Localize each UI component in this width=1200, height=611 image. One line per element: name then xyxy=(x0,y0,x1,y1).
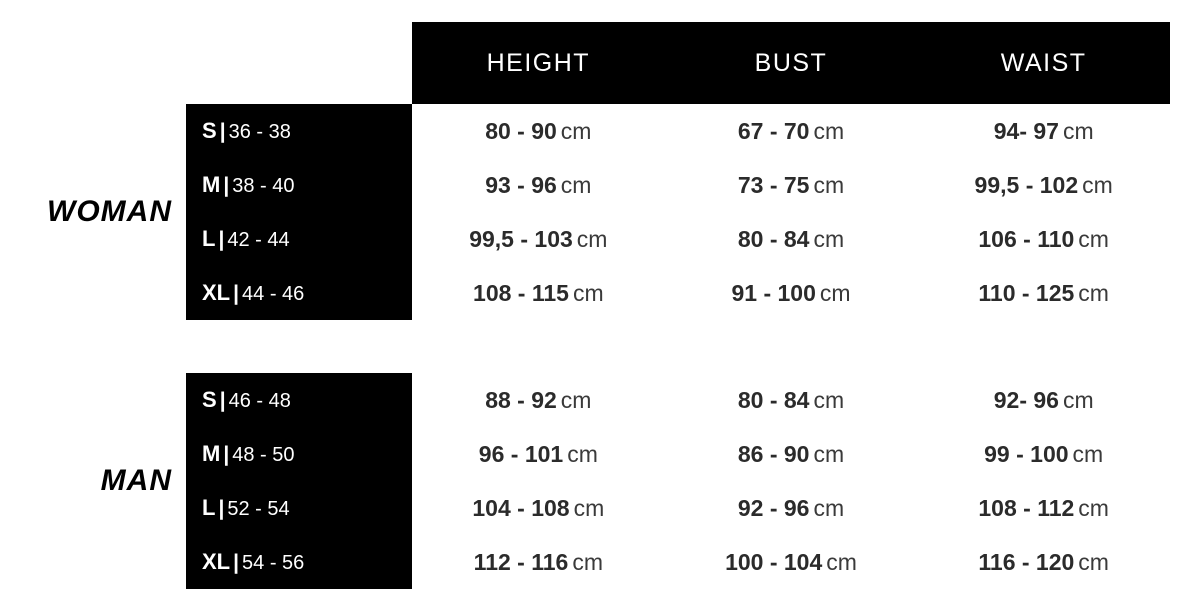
cell-height xyxy=(412,441,665,468)
waist-value: 116 - 120 xyxy=(978,548,1075,575)
size-label: L xyxy=(202,495,216,520)
waist-unit: cm xyxy=(1072,440,1104,467)
cell-waist xyxy=(917,387,1170,414)
size-eu: 54 - 56 xyxy=(242,552,305,574)
height-unit: cm xyxy=(572,548,603,575)
size-eu: 44 - 46 xyxy=(242,283,305,305)
bust-value: 92 - 96 xyxy=(737,494,810,521)
cell-height xyxy=(412,118,665,145)
size-label: S xyxy=(202,387,217,412)
cell-bust xyxy=(665,172,918,199)
cell-height xyxy=(412,387,665,414)
waist-value: 99,5 - 102 xyxy=(974,171,1079,198)
size-eu: 46 - 48 xyxy=(228,390,291,412)
cell-size xyxy=(186,441,412,467)
column-header-bust: BUST xyxy=(754,48,828,77)
waist-value: 94- 97 xyxy=(993,117,1059,144)
cell-bust xyxy=(665,549,918,576)
size-eu: 48 - 50 xyxy=(232,444,295,466)
cell-size xyxy=(186,495,412,521)
cell-size xyxy=(186,549,412,575)
cell-bust xyxy=(665,495,918,522)
size-label: M xyxy=(202,441,221,466)
cell-size xyxy=(186,280,412,306)
size-label: L xyxy=(202,226,216,251)
cell-height xyxy=(412,495,665,522)
table-row xyxy=(186,481,1170,535)
height-value: 80 - 90 xyxy=(485,117,557,144)
cell-waist xyxy=(917,441,1170,468)
waist-unit: cm xyxy=(1062,117,1094,144)
height-unit: cm xyxy=(560,171,592,198)
size-eu: 38 - 40 xyxy=(232,175,295,197)
bust-value: 100 - 104 xyxy=(725,548,823,575)
size-separator: | xyxy=(219,389,226,412)
size-separator: | xyxy=(223,443,230,466)
waist-value: 110 - 125 xyxy=(978,279,1075,306)
column-header-waist: WAIST xyxy=(1000,48,1087,77)
size-separator: | xyxy=(218,497,225,520)
cell-height xyxy=(412,549,665,576)
waist-unit: cm xyxy=(1078,494,1109,521)
cell-size xyxy=(186,172,412,198)
height-value: 93 - 96 xyxy=(485,171,557,198)
group-label-woman: WOMAN xyxy=(47,195,172,228)
table-row xyxy=(186,266,1170,320)
waist-unit: cm xyxy=(1082,171,1113,198)
bust-value: 80 - 84 xyxy=(737,225,810,252)
cell-bust xyxy=(665,280,918,307)
bust-value: 80 - 84 xyxy=(737,386,810,413)
height-unit: cm xyxy=(560,117,592,144)
rows-man xyxy=(186,373,1170,589)
waist-unit: cm xyxy=(1078,279,1109,306)
cell-height xyxy=(412,226,665,253)
bust-value: 67 - 70 xyxy=(737,117,810,144)
height-value: 99,5 - 103 xyxy=(469,225,573,252)
table-row xyxy=(186,212,1170,266)
bust-value: 73 - 75 xyxy=(737,171,810,198)
bust-value: 91 - 100 xyxy=(731,279,816,306)
rows-woman xyxy=(186,104,1170,320)
size-separator: | xyxy=(219,120,226,143)
cell-waist xyxy=(917,549,1170,576)
size-separator: | xyxy=(223,174,230,197)
height-unit: cm xyxy=(572,279,604,306)
size-separator: | xyxy=(233,551,240,574)
size-eu: 52 - 54 xyxy=(227,498,290,520)
waist-value: 92- 96 xyxy=(993,386,1059,413)
table-row xyxy=(186,535,1170,589)
cell-bust xyxy=(665,387,918,414)
group-man xyxy=(0,373,1200,589)
cell-waist xyxy=(917,495,1170,522)
bust-unit: cm xyxy=(819,279,851,306)
height-value: 112 - 116 xyxy=(473,548,569,575)
bust-unit: cm xyxy=(813,386,845,413)
bust-unit: cm xyxy=(813,440,845,467)
cell-size xyxy=(186,118,412,144)
table-row xyxy=(186,158,1170,212)
height-unit: cm xyxy=(567,440,598,467)
bust-value: 86 - 90 xyxy=(737,440,810,467)
cell-size xyxy=(186,387,412,413)
height-unit: cm xyxy=(573,494,605,521)
waist-unit: cm xyxy=(1078,225,1109,252)
waist-unit: cm xyxy=(1062,386,1094,413)
bust-unit: cm xyxy=(813,171,845,198)
cell-height xyxy=(412,172,665,199)
column-header-height: HEIGHT xyxy=(486,48,591,77)
cell-height xyxy=(412,280,665,307)
height-value: 108 - 115 xyxy=(473,279,569,306)
waist-value: 106 - 110 xyxy=(978,225,1075,252)
size-separator: | xyxy=(218,228,225,251)
group-label-man: MAN xyxy=(100,464,172,497)
size-label: M xyxy=(202,172,221,197)
size-label: XL xyxy=(202,280,231,305)
height-value: 104 - 108 xyxy=(472,494,570,521)
table-row xyxy=(186,104,1170,158)
cell-bust xyxy=(665,118,918,145)
size-eu: 36 - 38 xyxy=(228,121,291,143)
bust-unit: cm xyxy=(813,225,845,252)
size-eu: 42 - 44 xyxy=(227,229,290,251)
size-label: XL xyxy=(202,549,231,574)
cell-bust xyxy=(665,441,918,468)
cell-waist xyxy=(917,280,1170,307)
table-row xyxy=(186,427,1170,481)
cell-waist xyxy=(917,118,1170,145)
bust-unit: cm xyxy=(813,117,845,144)
bust-unit: cm xyxy=(826,548,857,575)
waist-value: 108 - 112 xyxy=(978,494,1075,521)
height-unit: cm xyxy=(560,386,592,413)
cell-waist xyxy=(917,226,1170,253)
size-separator: | xyxy=(233,282,240,305)
waist-value: 99 - 100 xyxy=(984,440,1069,467)
waist-unit: cm xyxy=(1078,548,1109,575)
size-label: S xyxy=(202,118,217,143)
height-value: 88 - 92 xyxy=(485,386,557,413)
bust-unit: cm xyxy=(813,494,845,521)
cell-waist xyxy=(917,172,1170,199)
cell-size xyxy=(186,226,412,252)
height-unit: cm xyxy=(576,225,608,252)
header-row xyxy=(412,22,1170,104)
cell-bust xyxy=(665,226,918,253)
height-value: 96 - 101 xyxy=(478,440,564,467)
group-woman xyxy=(0,104,1200,320)
table-row xyxy=(186,373,1170,427)
